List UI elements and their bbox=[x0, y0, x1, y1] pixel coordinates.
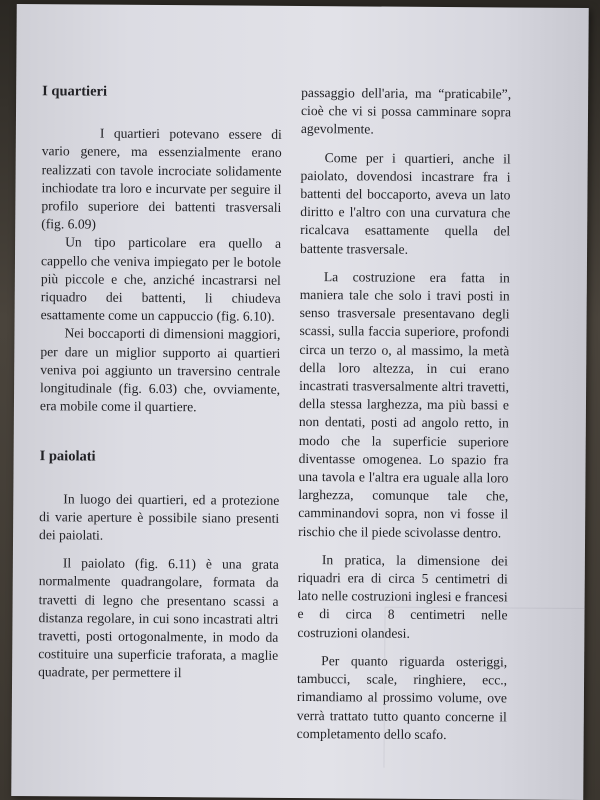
paragraph: passaggio dell'aria, ma “praticabile”, cioè che vi si possa camminare sopra agevolmente. bbox=[300, 85, 512, 137]
paragraph: Un tipo particolare era quello a cappello che veniva impiegato per le botole più piccole e che, anziché incastrarsi nel riquadro dei battenti, li chiudeva esattamente come un cappuccio (fig. 6.10). bbox=[40, 234, 282, 325]
paragraph: Per quanto riguarda osteriggi, tambucci, scale, ringhiere, ecc., rimandiamo al prossimo volume, ove verrà trattato tutto quanto concerne il completamento dello scafo. bbox=[296, 653, 508, 742]
paragraph: Il paiolato (fig. 6.11) è una grata normalmente quadrangolare, formata da travetti di legno che presentano scassi a distanza regolare, in cui sono incastrati altri travetti, posti ortogonalmente, in modo da costituire una superficie traforata, a maglie quadrate, per permettere il bbox=[38, 555, 279, 681]
section-heading-paiolati: I paiolati bbox=[39, 448, 96, 466]
left-column bbox=[38, 82, 282, 683]
right-column bbox=[297, 84, 512, 744]
paragraph: I quartieri potevano essere di vario genere, ma essenzialmente erano realizzati con tavole incrociate solidamente inchiodate tra loro e incurvate per seguire il profilo superiore dei battenti trasversali (fig. 6.09) bbox=[41, 125, 282, 232]
paragraph: Come per i quartieri, anche il paiolato, dovendosi incastrare fra i battenti del boccaporto, aveva un lato diritto e l'altro con una curvatura che ricalcava esattamente quella del battente trasversale. bbox=[300, 149, 511, 257]
paragraph: In pratica, la dimensione dei riquadri era di circa 5 centimetri di lato nelle costruzioni inglesi e francesi e di circa 8 centimetri nelle costruzioni olandesi. bbox=[297, 552, 508, 641]
paragraph: La costruzione era fatta in maniera tale che solo i travi posti in senso trasversale presentavano degli scassi, sulla faccia superiore, profondi circa un terzo o, al massimo, la metà della loro altezza, in cui erano incastrati trasversalmente altri travetti, della stessa larghezza, ma più bassi e non dentati, posti ad angolo retto, in modo che la superficie superiore diventasse omogenea. Lo spazio fra una tavola e l'altra era uguale alla loro larghezza, comunque tale che, camminandovi sopra, non vi fosse il rischio che il piede scivolasse dentro. bbox=[298, 268, 510, 541]
book-page bbox=[11, 4, 589, 800]
paragraph: Nei boccaporti di dimensioni maggiori, per dare un miglior supporto ai quartieri veniva poi aggiunto un traversino centrale longitudinale (fig. 6.03) che, ovviamente, era mobile come il quartiere. bbox=[39, 325, 281, 415]
section-heading-quartieri: I quartieri bbox=[42, 83, 108, 100]
paragraph: In luogo dei quartieri, ed a protezione di varie aperture è possibile siano presenti dei paiolati. bbox=[39, 491, 280, 543]
